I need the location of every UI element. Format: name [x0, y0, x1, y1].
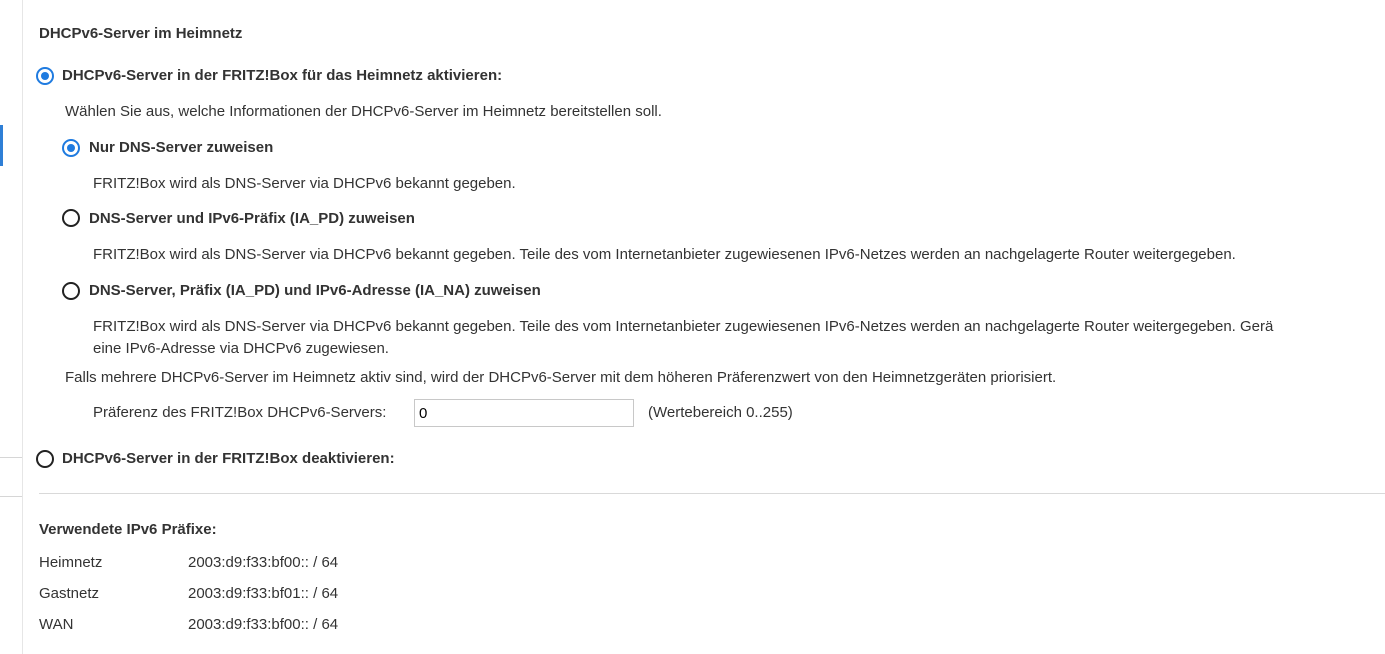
radio-deactivate-dhcpv6[interactable] — [36, 450, 54, 468]
nav-bottom-edge — [0, 496, 22, 497]
prefix-name-wan: WAN — [39, 616, 74, 633]
radio-dns-prefix-address[interactable] — [62, 282, 80, 300]
preference-label: Präferenz des FRITZ!Box DHCPv6-Servers: — [93, 404, 387, 421]
section-title: DHCPv6-Server im Heimnetz — [39, 25, 243, 42]
prefix-value-wan: 2003:d9:f33:bf00:: / 64 — [188, 616, 339, 633]
prefix-name-heimnetz: Heimnetz — [39, 554, 103, 571]
prefixes-title: Verwendete IPv6 Präfixe: — [39, 521, 217, 538]
dns-only-label[interactable]: Nur DNS-Server zuweisen — [89, 139, 274, 156]
dns-only-description: FRITZ!Box wird als DNS-Server via DHCPv6 bekannt gegeben. — [93, 175, 516, 192]
prefix-value-heimnetz: 2003:d9:f33:bf00:: / 64 — [188, 554, 339, 571]
nav-divider — [0, 457, 22, 458]
prefix-name-gastnetz: Gastnetz — [39, 585, 100, 602]
section-divider — [39, 493, 1385, 494]
active-nav-indicator — [0, 125, 3, 166]
prefix-value-gastnetz: 2003:d9:f33:bf01:: / 64 — [188, 585, 339, 602]
radio-dns-only[interactable] — [62, 139, 80, 157]
dns-prefix-label[interactable]: DNS-Server und IPv6-Präfix (IA_PD) zuweisen — [89, 210, 415, 227]
dns-prefix-address-label[interactable]: DNS-Server, Präfix (IA_PD) und IPv6-Adresse (IA_NA) zuweisen — [89, 282, 541, 299]
deactivate-dhcpv6-label[interactable]: DHCPv6-Server in der FRITZ!Box deaktivieren: — [62, 450, 395, 467]
dns-prefix-address-description-line2: eine IPv6-Adresse via DHCPv6 zugewiesen. — [93, 340, 389, 357]
left-nav-strip — [0, 0, 23, 654]
multi-server-note: Falls mehrere DHCPv6-Server im Heimnetz aktiv sind, wird der DHCPv6-Server mit dem höheren Präferenzwert von den Heimnetzgeräten priorisiert. — [65, 369, 1057, 386]
dns-prefix-description: FRITZ!Box wird als DNS-Server via DHCPv6 bekannt gegeben. Teile des vom Internetanbieter zugewiesenen IPv6-Netzes werden an nachgelagerte Router weitergegeben. — [93, 246, 1236, 263]
preference-range-hint: (Wertebereich 0..255) — [648, 404, 793, 421]
activate-dhcpv6-label[interactable]: DHCPv6-Server in der FRITZ!Box für das Heimnetz aktivieren: — [62, 67, 503, 84]
radio-activate-dhcpv6[interactable] — [36, 67, 54, 85]
radio-dns-prefix[interactable] — [62, 209, 80, 227]
preference-input[interactable] — [414, 399, 634, 427]
activate-hint-text: Wählen Sie aus, welche Informationen der DHCPv6-Server im Heimnetz bereitstellen soll. — [65, 103, 662, 120]
dhcpv6-settings-panel — [22, 0, 1385, 654]
dns-prefix-address-description-line1: FRITZ!Box wird als DNS-Server via DHCPv6 bekannt gegeben. Teile des vom Internetanbieter zugewiesenen IPv6-Netzes werden an nachgelagerte Router weitergegeben. Gerä — [93, 318, 1274, 335]
